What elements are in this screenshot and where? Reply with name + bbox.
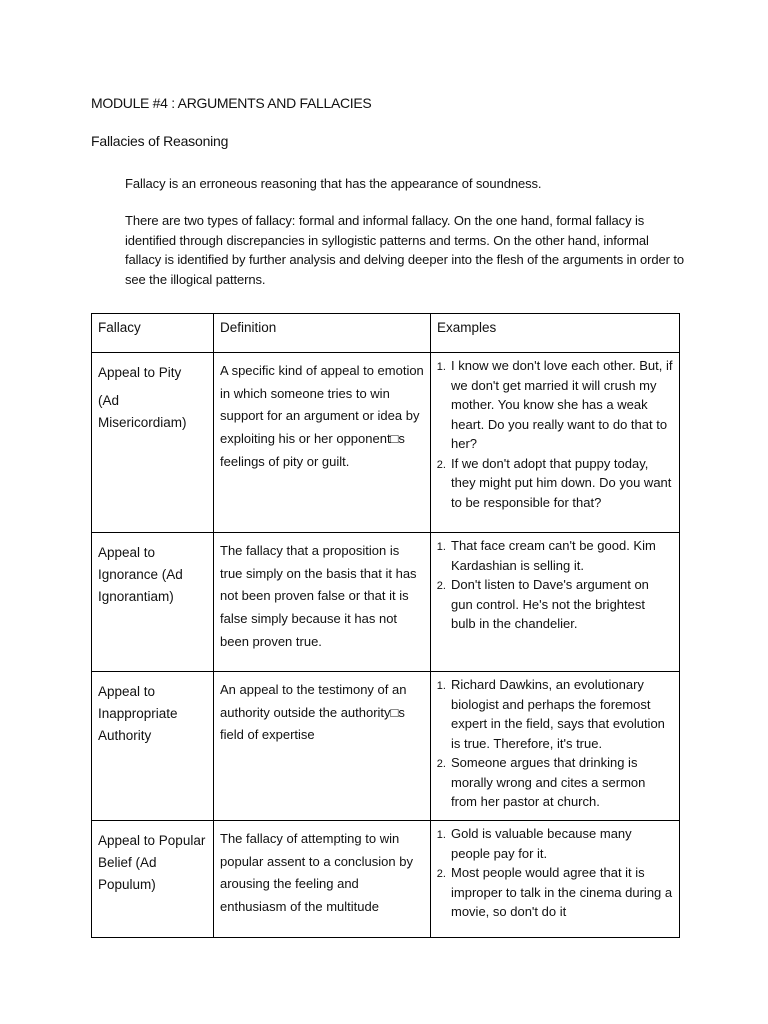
example-item: 2. If we don't adopt that puppy today, they might put him down. Do you want to be responsible for that?	[449, 454, 673, 513]
examples-list	[435, 536, 673, 634]
fallacy-definition: The fallacy that a proposition is true simply on the basis that it has not been proven false or that it is false simply because it has not been proven true.	[214, 533, 431, 672]
fallacy-examples	[431, 672, 680, 821]
module-title: MODULE #4 : ARGUMENTS AND FALLACIES	[91, 95, 372, 111]
fallacy-name-cell	[92, 353, 214, 533]
example-item: 1. Richard Dawkins, an evolutionary biologist and perhaps the foremost expert in the field, says that evolution is true. Therefore, it's true.	[449, 675, 673, 753]
fallacy-name: Appeal to Inappropriate Authority	[98, 684, 178, 743]
fallacy-examples	[431, 821, 680, 938]
header-examples: Examples	[431, 314, 680, 353]
header-fallacy: Fallacy	[92, 314, 214, 353]
example-item: 2. Someone argues that drinking is morally wrong and cites a sermon from her pastor at church.	[449, 753, 673, 812]
fallacy-name: Appeal to Pity	[98, 365, 182, 380]
header-definition: Definition	[214, 314, 431, 353]
example-item: 1. I know we don't love each other. But, if we don't get married it will crush my mother. You know she has a weak heart. Do you really want to do that to her?	[449, 356, 673, 454]
example-item: 2. Don't listen to Dave's argument on gun control. He's not the brightest bulb in the chandelier.	[449, 575, 673, 634]
fallacy-name-cell	[92, 672, 214, 821]
examples-list	[435, 356, 673, 512]
fallacy-name-cell	[92, 821, 214, 938]
fallacy-name: Appeal to Popular Belief (Ad Populum)	[98, 833, 206, 892]
examples-list	[435, 824, 673, 922]
examples-list	[435, 675, 673, 812]
table-row	[92, 353, 680, 533]
example-item: 1. Gold is valuable because many people pay for it.	[449, 824, 673, 863]
fallacy-name-cell	[92, 533, 214, 672]
section-title: Fallacies of Reasoning	[91, 133, 229, 149]
example-item: 2. Most people would agree that it is improper to talk in the cinema during a movie, so don't do it	[449, 863, 673, 922]
fallacy-definition: A specific kind of appeal to emotion in which someone tries to win support for an argument or idea by exploiting his or her opponent□s feelings of pity or guilt.	[214, 353, 431, 533]
table-row	[92, 821, 680, 938]
paragraph-types: There are two types of fallacy: formal and informal fallacy. On the one hand, formal fallacy is identified through discrepancies in syllogistic patterns and terms. On the other hand, informal fallacy is identified by further analysis and delving deeper into the flesh of the arguments in order to see the illogical patterns.	[125, 213, 685, 287]
fallacy-examples	[431, 533, 680, 672]
fallacy-table	[91, 313, 680, 938]
fallacy-definition: An appeal to the testimony of an authority outside the authority□s field of expertise	[214, 672, 431, 821]
fallacy-definition: The fallacy of attempting to win popular assent to a conclusion by arousing the feeling and enthusiasm of the multitude	[214, 821, 431, 938]
fallacy-name: Appeal to Ignorance (Ad Ignorantiam)	[98, 545, 183, 604]
fallacy-examples	[431, 353, 680, 533]
table-row	[92, 533, 680, 672]
table-row	[92, 672, 680, 821]
paragraph-definition: Fallacy is an erroneous reasoning that has the appearance of soundness.	[125, 176, 542, 191]
fallacy-latin-name: (Ad Misericordiam)	[98, 393, 187, 430]
table-header-row	[92, 314, 680, 353]
example-item: 1. That face cream can't be good. Kim Kardashian is selling it.	[449, 536, 673, 575]
